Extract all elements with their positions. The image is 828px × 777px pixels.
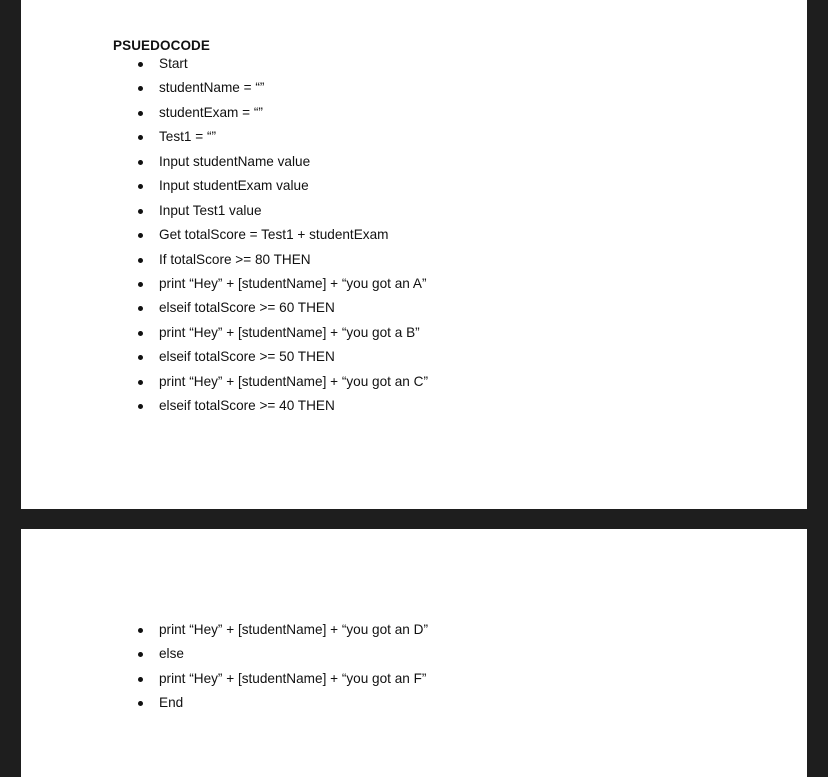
bullet-icon [138,184,143,189]
bullet-icon [138,701,143,706]
list-item-text: print “Hey” + [studentName] + “you got a B” [159,324,420,340]
bullet-icon [138,160,143,165]
list-item-text: studentName = “” [159,80,265,96]
list-item-text: else [159,646,184,662]
bullet-icon [138,628,143,633]
list-item-text: print “Hey” + [studentName] + “you got an C” [159,373,428,389]
bullet-icon [138,331,143,336]
bullet-icon [138,209,143,214]
list-item-text: studentExam = “” [159,104,263,120]
list-item-text: Get totalScore = Test1 + studentExam [159,227,389,243]
bullet-icon [138,135,143,140]
bullet-icon [138,652,143,657]
list-item-text: Input Test1 value [159,202,262,218]
list-item [21,671,428,695]
bullet-icon [138,258,143,263]
list-item [21,374,428,398]
list-item [21,56,428,80]
list-item-text: print “Hey” + [studentName] + “you got an F” [159,670,427,686]
list-item-text: print “Hey” + [studentName] + “you got an A” [159,275,427,291]
bullet-icon [138,233,143,238]
list-item-text: Test1 = “” [159,129,217,145]
list-item [21,154,428,178]
list-item [21,80,428,104]
list-item [21,178,428,202]
list-item-text: Input studentName value [159,153,311,169]
bullet-icon [138,306,143,311]
list-item [21,695,428,719]
bullet-icon [138,404,143,409]
list-item [21,300,428,324]
list-item-text: print “Hey” + [studentName] + “you got an D” [159,622,428,637]
bullet-icon [138,355,143,360]
pseudocode-list-page-2 [21,622,428,720]
document-page-2 [21,529,807,777]
list-item [21,349,428,373]
list-item-text: Input studentExam value [159,178,309,194]
list-item [21,325,428,349]
bullet-icon [138,380,143,385]
pseudocode-list-page-1 [21,56,428,423]
list-item-text: Start [159,56,188,71]
bullet-icon [138,677,143,682]
list-item [21,398,428,422]
list-item-text: elseif totalScore >= 40 THEN [159,398,335,414]
list-item [21,129,428,153]
bullet-icon [138,111,143,116]
list-item [21,203,428,227]
list-item [21,646,428,670]
bullet-icon [138,62,143,67]
list-item-text: elseif totalScore >= 50 THEN [159,349,335,365]
list-item [21,252,428,276]
list-item-text: If totalScore >= 80 THEN [159,251,311,267]
list-item-text: End [159,695,184,711]
document-page-1 [21,0,807,509]
bullet-icon [138,86,143,91]
list-item [21,227,428,251]
list-item-text: elseif totalScore >= 60 THEN [159,300,335,316]
list-item [21,622,428,646]
list-item [21,276,428,300]
list-item [21,105,428,129]
document-heading: PSUEDOCODE [113,38,211,53]
bullet-icon [138,282,143,287]
